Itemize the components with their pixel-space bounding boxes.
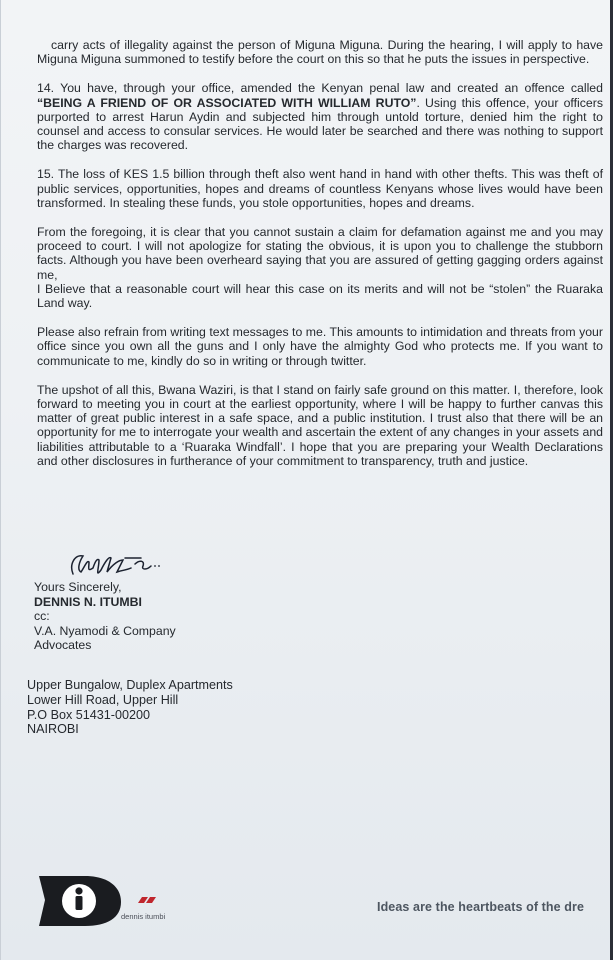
brand-logo-icon [35,872,123,928]
cc-role: Advocates [34,638,92,653]
paragraph-upshot: The upshot of all this, Bwana Waziri, is that I stand on fairly safe ground on this matter. I, therefore, look forward to meeting you in court at the earliest opportunity, where I will be happy to further canvas this matter of great public interest in a safe space, and a public institution. I trust also that there will be an opportunity for me to interrogate your wealth and ascertain the extent of any changes in your assets and liabilities attributable to a ‘Ruaraka Windfall’. I hope that you are preparing your Wealth Declarations and other disclosures in furtherance of your commitment to transparency, truth and justice. [37,382,603,468]
paragraph-foregoing: From the foregoing, it is clear that you cannot sustain a claim for defamation against me and you may proceed to court. I will not apologize for stating the obvious, it is upon you to challenge the stubborn facts. Although you have been overheard saying that you are assured of getting gagging orders against me, [37,225,603,282]
offence-name: “BEING A FRIEND OF OR ASSOCIATED WITH WILLIAM RUTO” [37,95,417,110]
address-line: NAIROBI [27,722,79,737]
letter-body [37,38,603,483]
paragraph-15: 15. The loss of KES 1.5 billion through theft also went hand in hand with other thefts. This was theft of public services, opportunities, hopes and dreams of countless Kenyans whose lives would have been transformed. In stealing these funds, you stole opportunities, hopes and dreams. [37,167,603,210]
sign-off [34,580,176,653]
paragraph-believe: I Believe that a reasonable court will hear this case on its merits and will not be “stolen” the Ruaraka Land way. [37,281,603,311]
signatory-name: DENNIS N. ITUMBI [34,594,142,609]
footer-tagline: Ideas are the heartbeats of the dre [377,900,585,914]
address-line: P.O Box 51431-00200 [27,707,151,722]
handwritten-signature [65,548,175,582]
paragraph-14-intro: 14. You have, through your office, amended the Kenyan penal law and created an offence called [37,81,603,96]
address-line: Lower Hill Road, Upper Hill [27,692,179,707]
brand-accent-icon [137,896,157,904]
paragraph-14 [37,81,603,152]
paragraph-refrain: Please also refrain from writing text messages to me. This amounts to intimidation and threats from your office since you own all the guns and I only have the almighty God who protects me. If you want to communicate to me, kindly do so in writing or through twitter. [37,325,603,368]
recipient-address [27,678,233,737]
cc-firm: V.A. Nyamodi & Company [34,623,176,638]
cc-label: cc: [34,609,50,624]
brand-name: dennis itumbi [121,912,166,921]
paragraph-continued: carry acts of illegality against the person of Miguna Miguna. During the hearing, I will apply to have Miguna Miguna summoned to testify before the court on this so that he puts the issues in perspective. [37,38,603,67]
closing: Yours Sincerely, [34,580,122,594]
paragraph-14-rest: . Using this offence, your officers purported to arrest Harun Aydin and subjected him through untold torture, denied him the right to counsel and access to consular services. He would later be searched and there was nothing to support the charges was recovered. [37,95,603,153]
address-line: Upper Bungalow, Duplex Apartments [27,678,233,692]
